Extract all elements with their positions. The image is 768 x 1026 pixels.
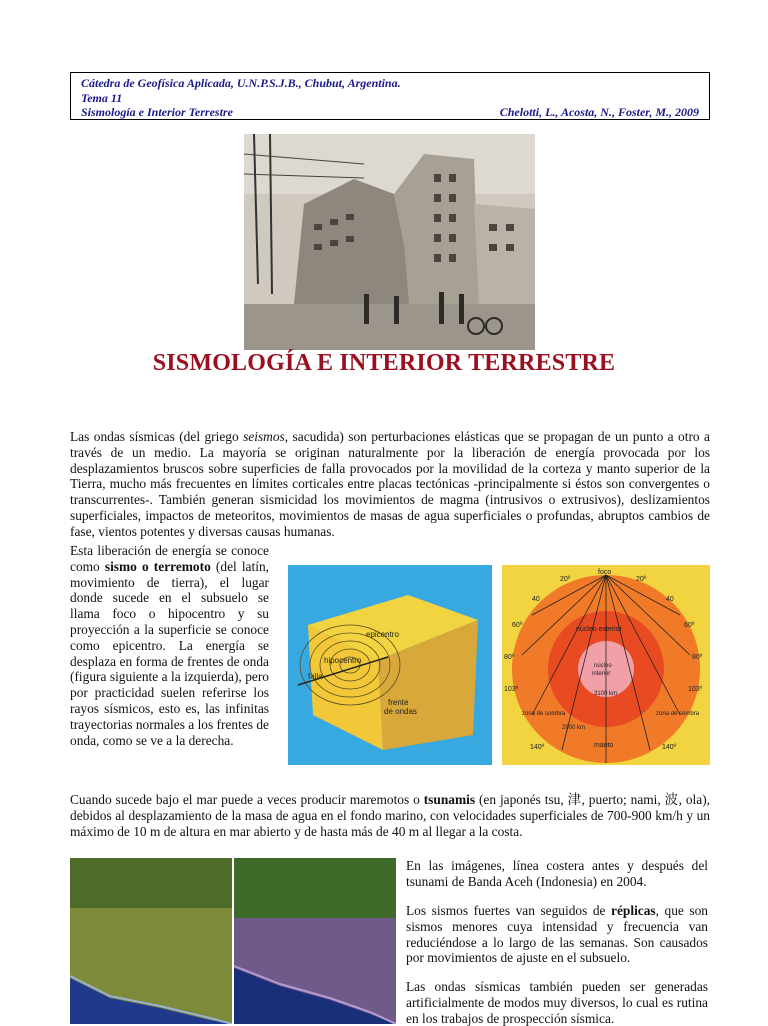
paragraph-tsunami: Cuando sucede bajo el mar puede a veces producir maremotos o tsunamis (en japonés tsu, 津, puerto; nami, 波, ola), debidos al desplazamiento de la masa de agua en el fondo marino, con velocidades superficiales de 700-900 km/h y un máximo de 10 m de altura en mar abierto y de hasta más de 40 m al llegar a la costa. — [70, 792, 710, 839]
paragraph-banda-aceh: En las imágenes, línea costera antes y después del tsunami de Banda Aceh (Indonesia) en 2004. — [406, 858, 708, 889]
label-deg20-right: 20º — [636, 576, 647, 583]
label-de-ondas: de ondas — [384, 707, 417, 716]
header-authors: Chelotti, L., Acosta, N., Foster, M., 2009 — [499, 105, 699, 119]
paragraph-replicas: Los sismos fuertes van seguidos de réplicas, que son sismos menores cuya intensidad y frecuencia van reduciéndose a lo largo de las semanas. Son causados por movimientos de ajuste en el subsuelo. — [406, 903, 708, 966]
label-deg103-right: 103º — [688, 686, 703, 693]
label-deg103: 103º — [504, 686, 519, 693]
label-deg40-right: 40 — [666, 596, 674, 603]
photo-collapsed-building — [244, 134, 535, 350]
label-frente: frente — [388, 698, 409, 707]
seismic-wave-diagram — [502, 565, 710, 765]
earthquake-photo-illustration — [244, 134, 535, 350]
term-replicas: réplicas — [611, 903, 656, 918]
label-nucleo: núcleo — [594, 663, 612, 669]
header-institution: Cátedra de Geofísica Aplicada, U.N.P.S.J.B., Chubut, Argentina. — [81, 76, 401, 90]
header-row — [81, 105, 699, 120]
label-hipocentro: hipocentro — [324, 656, 362, 665]
label-deg140-right: 140º — [662, 744, 677, 751]
label-interior: interior — [592, 671, 611, 677]
label-falla: falla — [308, 672, 323, 681]
label-foco: foco — [598, 569, 612, 576]
label-deg80: 80º — [504, 654, 515, 661]
paragraph-prospeccion: Las ondas sísmicas también pueden ser generadas artificialmente de modos muy diversos, lo cual es rutina en los trabajos de prospección sísmica. — [406, 979, 708, 1026]
paragraph-intro: Las ondas sísmicas (del griego seismos, sacudida) son perturbaciones elásticas que se propagan de un punto a otro a través de un medio. La mayoría se originan naturalmente por la liberación de energía provocada por los desplazamientos bruscos sobre superficies de falla provocados por la movilidad de la corteza y manto superior de la Tierra, mucho más frecuentes en límites corticales entre placas tectónicas -principalmente si éstos son convergentes o transcurrentes-. También generan sismicidad los movimientos de magma (intrusivos o extrusivos), deslizamientos superficiales, impactos de meteoritos, movimientos de masas de agua superficiales o profundas, abruptos cambios de fase, vientos potentes y diversas causas humanas. — [70, 429, 710, 539]
label-deg20: 20º — [560, 576, 571, 583]
label-deg80-right: 80º — [692, 654, 703, 661]
term-seismos: seismos — [243, 429, 285, 444]
label-deg60: 60º — [512, 622, 523, 629]
label-zona-sombra-right: zona de sombra — [656, 711, 700, 717]
paragraph-sismo: Esta liberación de energía se conoce como sismo o terremoto (del latín, movimiento de tierra), el lugar donde sucede en el subsuelo se llama foco o hipocentro y su proyección a la superficie se conoce como epicentro. La energía se desplaza en forma de frentes de onda (figura siguiente a la izquierda), pero por practicidad suelen referirse los rayos sísmicos, esto es, las infinitas trayectorias normales a los frentes de onda, como se ve a la derecha. — [70, 543, 269, 748]
label-epicentro: epicentro — [366, 630, 399, 639]
label-2900km: 2900 km — [562, 725, 586, 731]
label-deg60-right: 60º — [684, 622, 695, 629]
label-nucleo-exterior: núcleo exterior — [576, 626, 622, 633]
header-topic-number: Tema 11 — [81, 90, 123, 105]
term-sismo-terremoto: sismo o terremoto — [104, 558, 211, 574]
document-header — [70, 72, 710, 120]
label-deg40: 40 — [532, 596, 540, 603]
hypocenter-diagram — [288, 565, 492, 765]
label-zona-sombra: zona de sombra — [522, 711, 566, 717]
header-topic-title: Sismología e Interior Terrestre — [81, 105, 233, 119]
label-3100km: 3100 km — [594, 691, 618, 697]
term-tsunamis: tsunamis — [423, 792, 476, 807]
page-title: SISMOLOGÍA E INTERIOR TERRESTRE — [152, 350, 616, 376]
label-manto: manto — [594, 742, 614, 749]
satellite-images — [70, 858, 396, 1024]
label-deg140: 140º — [530, 744, 545, 751]
